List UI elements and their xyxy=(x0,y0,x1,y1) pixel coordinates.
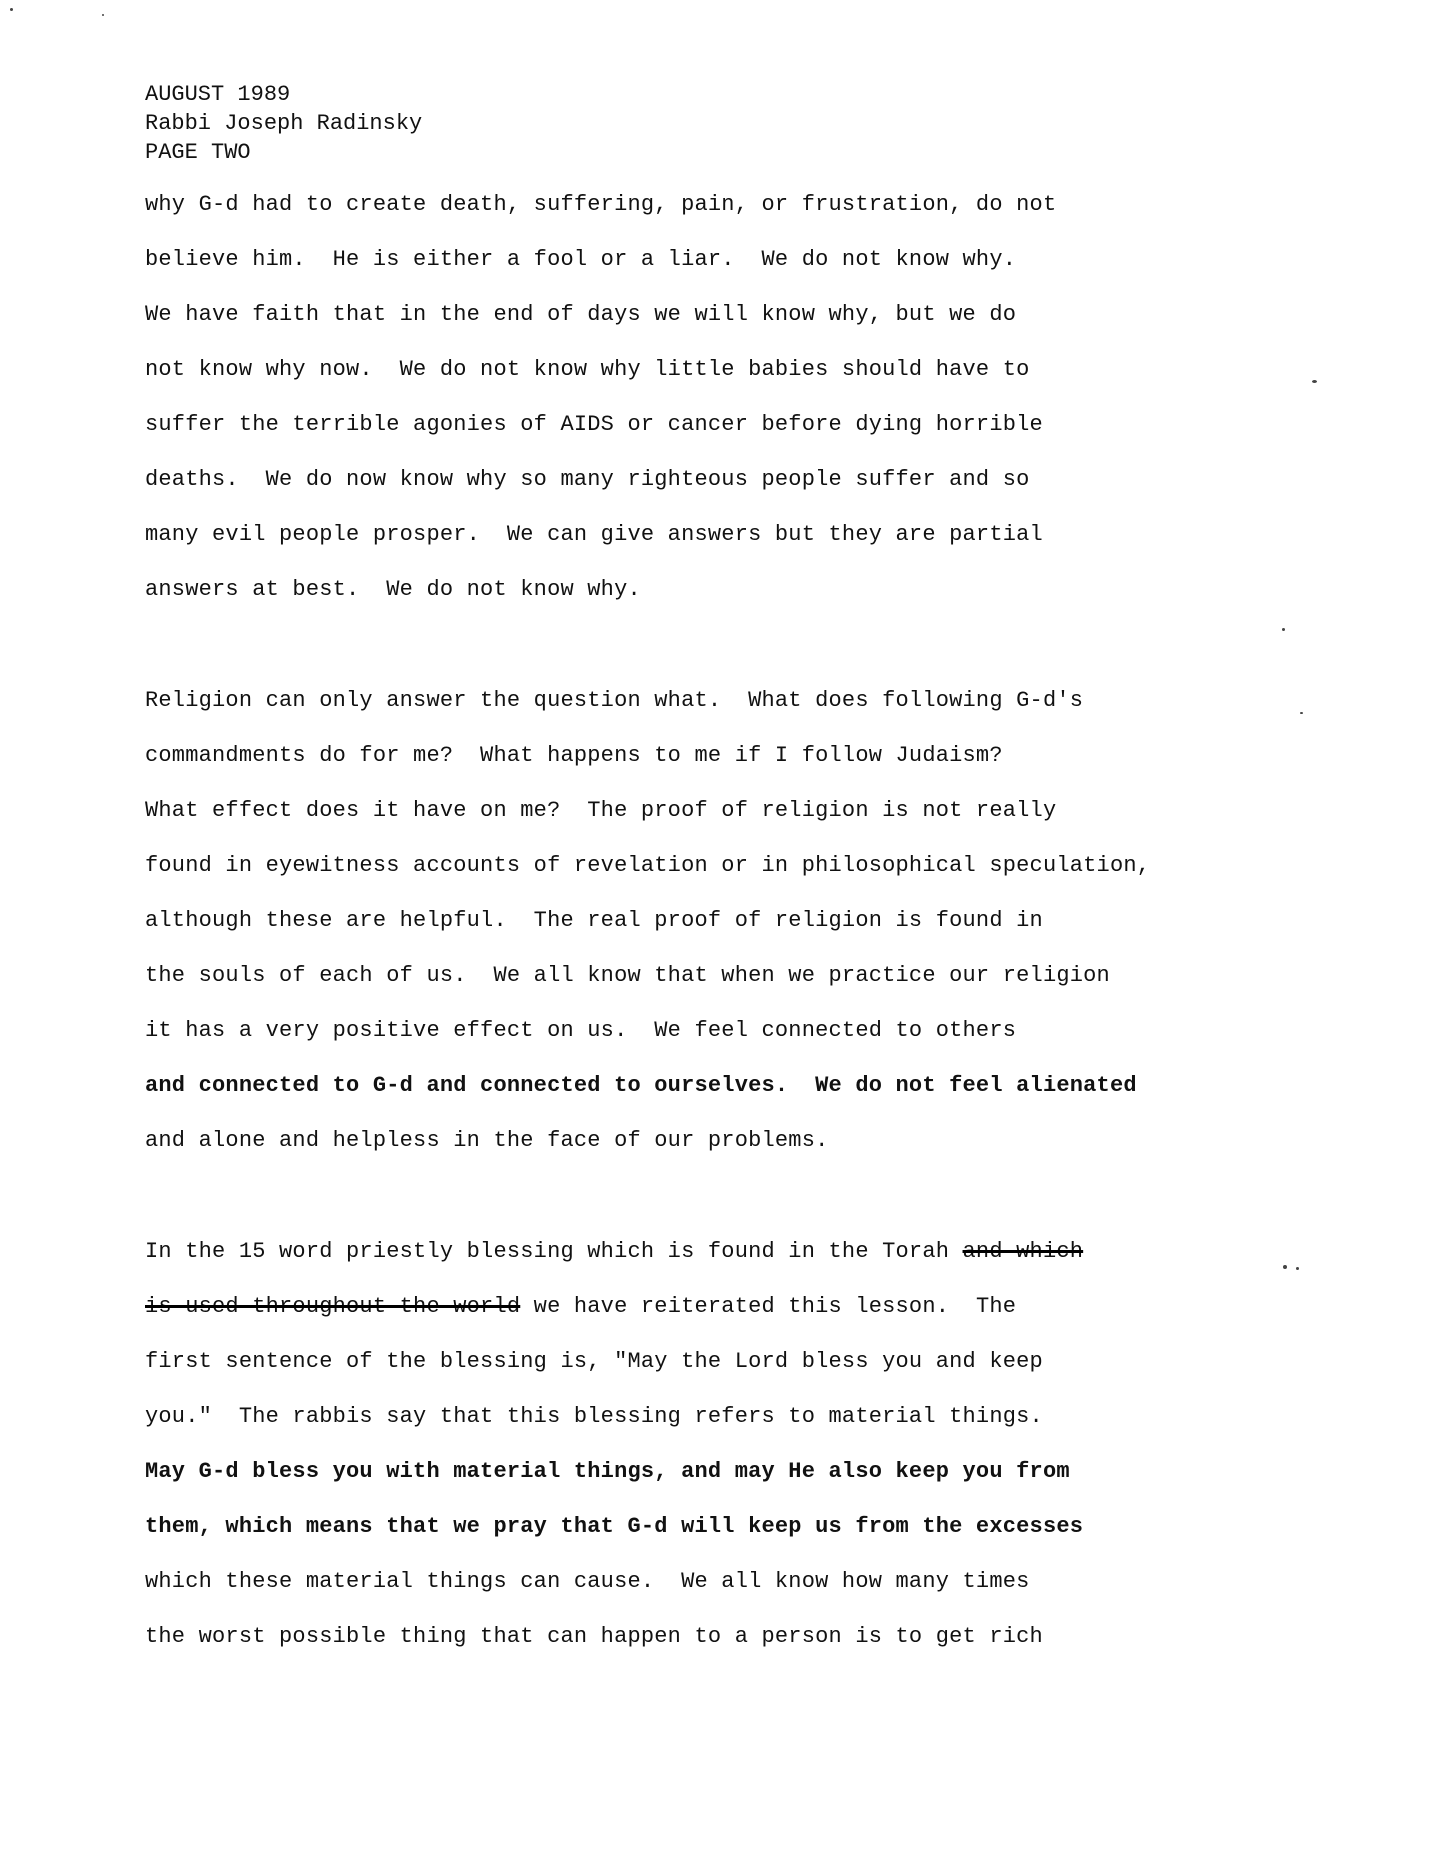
text-line xyxy=(145,1290,1345,1345)
struck-text: and which xyxy=(962,1239,1084,1264)
text-line: believe him. He is either a fool or a liar. We do not know why. xyxy=(145,247,1017,272)
text-line: the souls of each of us. We all know that when we practice our religion xyxy=(145,963,1110,988)
text-line: the worst possible thing that can happen to a person is to get rich xyxy=(145,1624,1043,1649)
text-line: found in eyewitness accounts of revelation or in philosophical speculation, xyxy=(145,853,1151,878)
text-line: What effect does it have on me? The proof of religion is not really xyxy=(145,798,1057,823)
paragraph-gap xyxy=(145,1179,1345,1235)
text-line: it has a very positive effect on us. We feel connected to others xyxy=(145,1018,1017,1043)
struck-text: is used throughout the world xyxy=(145,1294,521,1319)
scan-speck xyxy=(102,14,104,16)
scan-speck xyxy=(1283,1265,1287,1269)
text-line: answers at best. We do not know why. xyxy=(145,577,641,602)
paragraph-2 xyxy=(145,684,1345,1179)
text-line: We have faith that in the end of days we will know why, but we do xyxy=(145,302,1017,327)
header-page-label: PAGE TWO xyxy=(145,140,251,165)
scan-speck xyxy=(1300,712,1303,714)
text-line: why G-d had to create death, suffering, pain, or frustration, do not xyxy=(145,192,1057,217)
text-line: them, which means that we pray that G-d will keep us from the excesses xyxy=(145,1514,1084,1539)
scan-speck xyxy=(1282,628,1285,631)
paragraph-gap xyxy=(145,628,1345,684)
text-segment: we have reiterated this lesson. The xyxy=(520,1294,1017,1319)
text-line: you." The rabbis say that this blessing refers to material things. xyxy=(145,1404,1043,1429)
text-line: first sentence of the blessing is, "May the Lord bless you and keep xyxy=(145,1349,1043,1374)
text-segment: In the 15 word priestly blessing which is found in the Torah xyxy=(145,1239,963,1264)
text-line: not know why now. We do not know why little babies should have to xyxy=(145,357,1030,382)
text-line: Religion can only answer the question what. What does following G-d's xyxy=(145,688,1084,713)
text-line: which these material things can cause. We all know how many times xyxy=(145,1569,1030,1594)
scan-speck xyxy=(1296,1267,1299,1270)
scan-speck xyxy=(10,8,13,11)
header-date: AUGUST 1989 xyxy=(145,82,291,107)
paragraph-3 xyxy=(145,1235,1345,1675)
text-line xyxy=(145,1235,1345,1290)
text-line: May G-d bless you with material things, and may He also keep you from xyxy=(145,1459,1070,1484)
text-line: suffer the terrible agonies of AIDS or cancer before dying horrible xyxy=(145,412,1043,437)
text-line: deaths. We do now know why so many righteous people suffer and so xyxy=(145,467,1030,492)
page-header xyxy=(145,80,422,167)
paragraph-1 xyxy=(145,188,1345,628)
text-line: although these are helpful. The real proof of religion is found in xyxy=(145,908,1043,933)
header-author: Rabbi Joseph Radinsky xyxy=(145,111,423,136)
text-line: commandments do for me? What happens to me if I follow Judaism? xyxy=(145,743,1003,768)
document-body xyxy=(145,188,1345,1675)
text-line: and connected to G-d and connected to ourselves. We do not feel alienated xyxy=(145,1073,1137,1098)
scan-speck xyxy=(1312,380,1317,383)
text-line: and alone and helpless in the face of our problems. xyxy=(145,1128,829,1153)
text-line: many evil people prosper. We can give answers but they are partial xyxy=(145,522,1043,547)
